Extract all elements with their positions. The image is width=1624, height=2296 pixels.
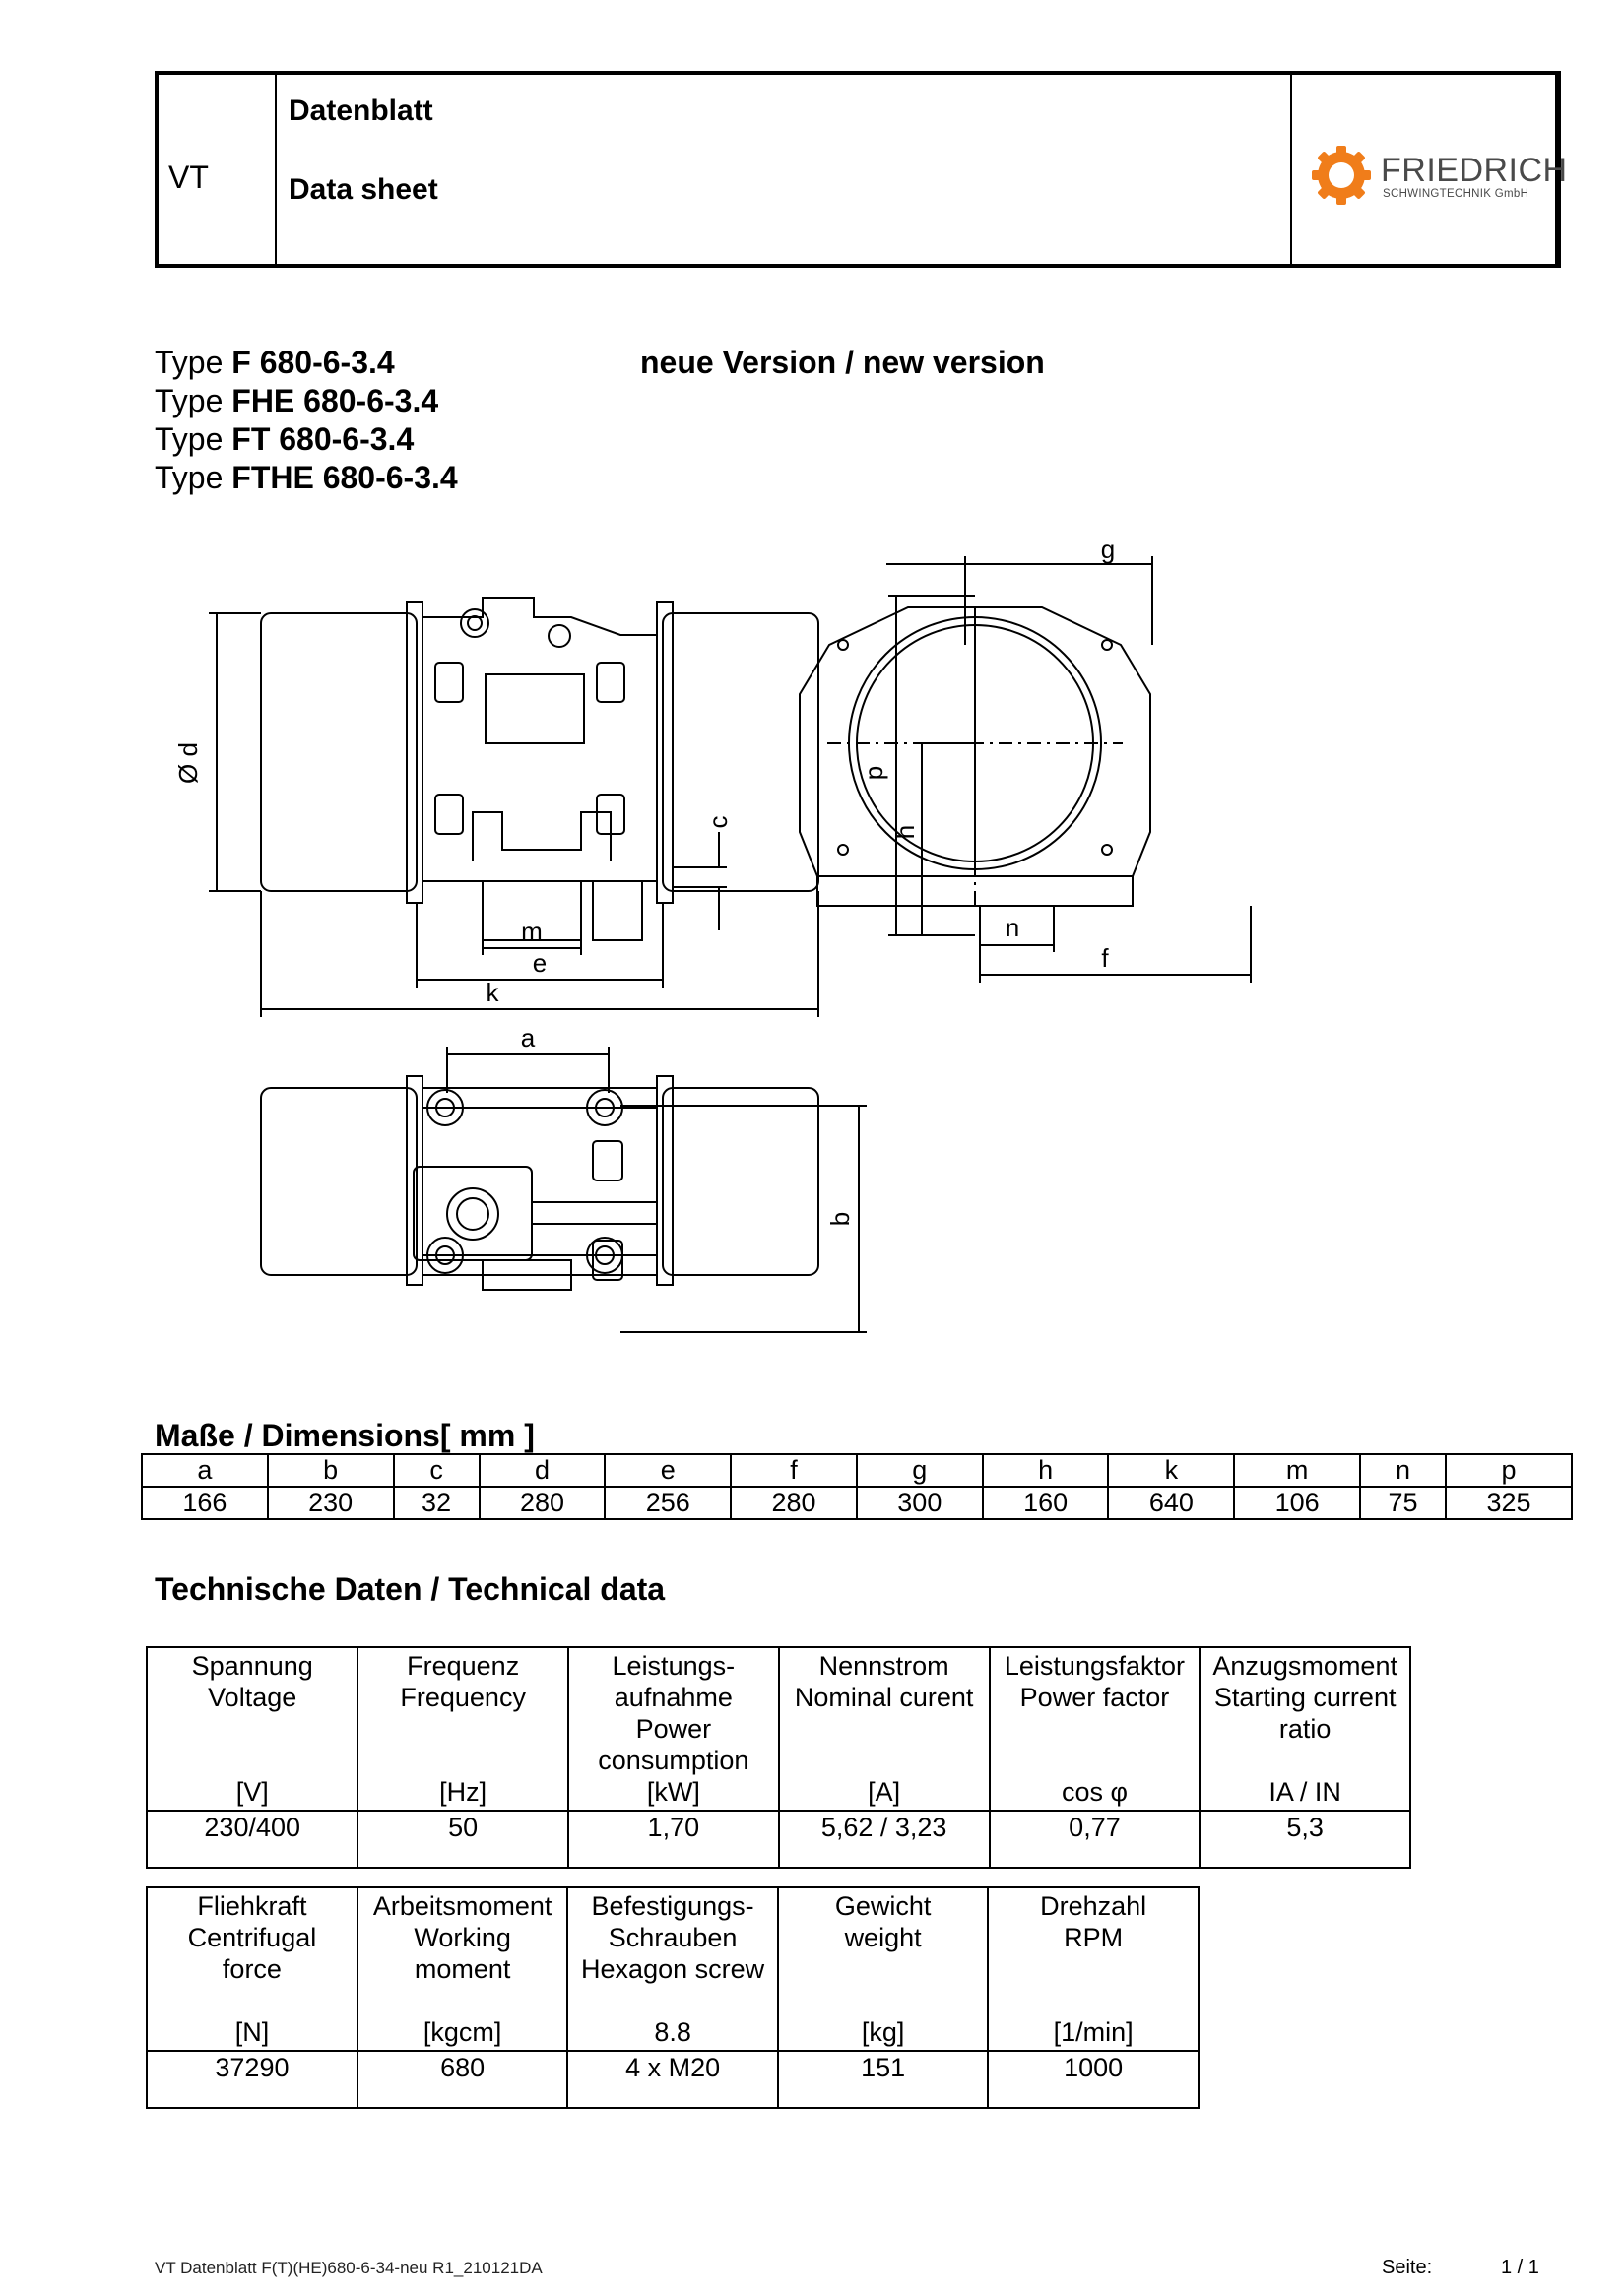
- tech-header-working-moment: Arbeitsmoment Working moment [kgcm]: [357, 1887, 567, 2051]
- dim-value: 166: [142, 1487, 268, 1519]
- dim-value: 256: [605, 1487, 731, 1519]
- tech-header-starting-ratio: Anzugsmoment Starting current ratio IA / IN: [1200, 1647, 1410, 1811]
- dim-header: a: [142, 1454, 268, 1487]
- tech-header-rpm: Drehzahl RPM [1/min]: [988, 1887, 1199, 2051]
- tech-header-power: Leistungs- aufnahme Power consumption [kW]: [568, 1647, 779, 1811]
- header-title-cell: [277, 75, 1292, 264]
- dim-label-b: b: [825, 1211, 855, 1227]
- dim-header: m: [1234, 1454, 1360, 1487]
- tech-value: 5,3: [1200, 1811, 1410, 1868]
- dimensions-title: Maße / Dimensions[ mm ]: [155, 1418, 535, 1453]
- dim-value: 230: [268, 1487, 394, 1519]
- dim-label-f: f: [1101, 943, 1109, 973]
- top-view-drawing: [261, 1047, 867, 1332]
- dim-label-h: h: [890, 824, 920, 840]
- technical-drawing: [173, 535, 1300, 1364]
- tech-value: 680: [357, 2051, 567, 2108]
- technical-table-electrical: [146, 1646, 1411, 1869]
- dim-label-d: Ø d: [173, 742, 203, 784]
- type-line: Type FTHE 680-6-3.4: [155, 460, 458, 495]
- logo-cell: [1292, 75, 1568, 264]
- type-name: FHE 680-6-3.4: [231, 383, 439, 418]
- technical-table-mechanical: [146, 1886, 1200, 2109]
- tech-value: 151: [778, 2051, 988, 2108]
- dim-value: 325: [1446, 1487, 1572, 1519]
- dimensions-table: [141, 1453, 1573, 1520]
- dim-label-c: c: [703, 815, 733, 829]
- header-code-cell: [159, 75, 277, 264]
- dim-header: p: [1446, 1454, 1572, 1487]
- tech-header-voltage: Spannung Voltage [V]: [147, 1647, 357, 1811]
- tech-value: 1,70: [568, 1811, 779, 1868]
- type-line: Type FHE 680-6-3.4: [155, 383, 439, 418]
- side-view-labels: [173, 742, 733, 1007]
- dim-value: 640: [1108, 1487, 1234, 1519]
- tech-value: 1000: [988, 2051, 1199, 2108]
- dim-label-e: e: [532, 948, 548, 978]
- type-name: FT 680-6-3.4: [231, 421, 415, 457]
- footer-page-label: Seite:: [1382, 2257, 1433, 2278]
- dim-label-k: k: [486, 978, 499, 1007]
- dim-header: f: [731, 1454, 857, 1487]
- new-version-note: neue Version / new version: [640, 345, 1045, 380]
- dim-header: g: [857, 1454, 983, 1487]
- tech-header-centrifugal-force: Fliehkraft Centrifugal force [N]: [147, 1887, 357, 2051]
- tech-header-weight: Gewicht weight [kg]: [778, 1887, 988, 2051]
- dim-header: n: [1360, 1454, 1446, 1487]
- dim-value: 32: [394, 1487, 480, 1519]
- top-view-labels: [521, 1023, 855, 1226]
- dim-label-p: p: [859, 765, 888, 781]
- logo-subtitle: SCHWINGTECHNIK GmbH: [1383, 188, 1529, 200]
- dim-header: k: [1108, 1454, 1234, 1487]
- dim-value: 280: [480, 1487, 606, 1519]
- type-line: Type F 680-6-3.4: [155, 345, 395, 380]
- tech-value: 50: [357, 1811, 568, 1868]
- title-english: Data sheet: [289, 173, 438, 206]
- dim-header: h: [983, 1454, 1109, 1487]
- tech-value: 0,77: [990, 1811, 1201, 1868]
- type-name: F 680-6-3.4: [231, 345, 395, 380]
- table-row: [142, 1487, 1572, 1519]
- table-row: [147, 1887, 1199, 2051]
- dim-value: 300: [857, 1487, 983, 1519]
- dim-header: d: [480, 1454, 606, 1487]
- table-row: [147, 1647, 1410, 1811]
- header-code: VT: [168, 159, 209, 195]
- dim-value: 280: [731, 1487, 857, 1519]
- front-view-labels: [859, 535, 1115, 973]
- header-frame: [155, 71, 1568, 268]
- dim-label-n: n: [1005, 913, 1020, 942]
- dim-header: e: [605, 1454, 731, 1487]
- title-german: Datenblatt: [289, 95, 433, 127]
- dim-header: b: [268, 1454, 394, 1487]
- tech-value: 37290: [147, 2051, 357, 2108]
- type-line: Type FT 680-6-3.4: [155, 421, 415, 457]
- technical-title: Technische Daten / Technical data: [155, 1571, 666, 1607]
- dim-value: 160: [983, 1487, 1109, 1519]
- tech-header-screws: Befestigungs- Schrauben Hexagon screw 8.8: [567, 1887, 778, 2051]
- dim-header: c: [394, 1454, 480, 1487]
- footer-document-id: VT Datenblatt F(T)(HE)680-6-34-neu R1_210121DA: [155, 2259, 543, 2277]
- dim-label-g: g: [1100, 535, 1116, 564]
- dim-label-m: m: [521, 917, 543, 946]
- dim-value: 75: [1360, 1487, 1446, 1519]
- friedrich-logo-icon: [1310, 144, 1373, 207]
- table-row: [142, 1454, 1572, 1487]
- dim-label-a: a: [520, 1023, 536, 1052]
- tech-value: 5,62 / 3,23: [779, 1811, 990, 1868]
- tech-value: 230/400: [147, 1811, 357, 1868]
- dim-value: 106: [1234, 1487, 1360, 1519]
- logo-wordmark: FRIEDRICH: [1381, 152, 1568, 189]
- type-name: FTHE 680-6-3.4: [231, 460, 458, 495]
- table-row: [147, 1811, 1410, 1868]
- tech-header-power-factor: Leistungsfaktor Power factor cos φ: [990, 1647, 1201, 1811]
- tech-value: 4 x M20: [567, 2051, 778, 2108]
- table-row: [147, 2051, 1199, 2108]
- tech-header-current: Nennstrom Nominal curent [A]: [779, 1647, 990, 1811]
- side-view-drawing: [209, 598, 818, 1017]
- tech-header-frequency: Frequenz Frequency [Hz]: [357, 1647, 568, 1811]
- footer-page-number: 1 / 1: [1501, 2257, 1539, 2278]
